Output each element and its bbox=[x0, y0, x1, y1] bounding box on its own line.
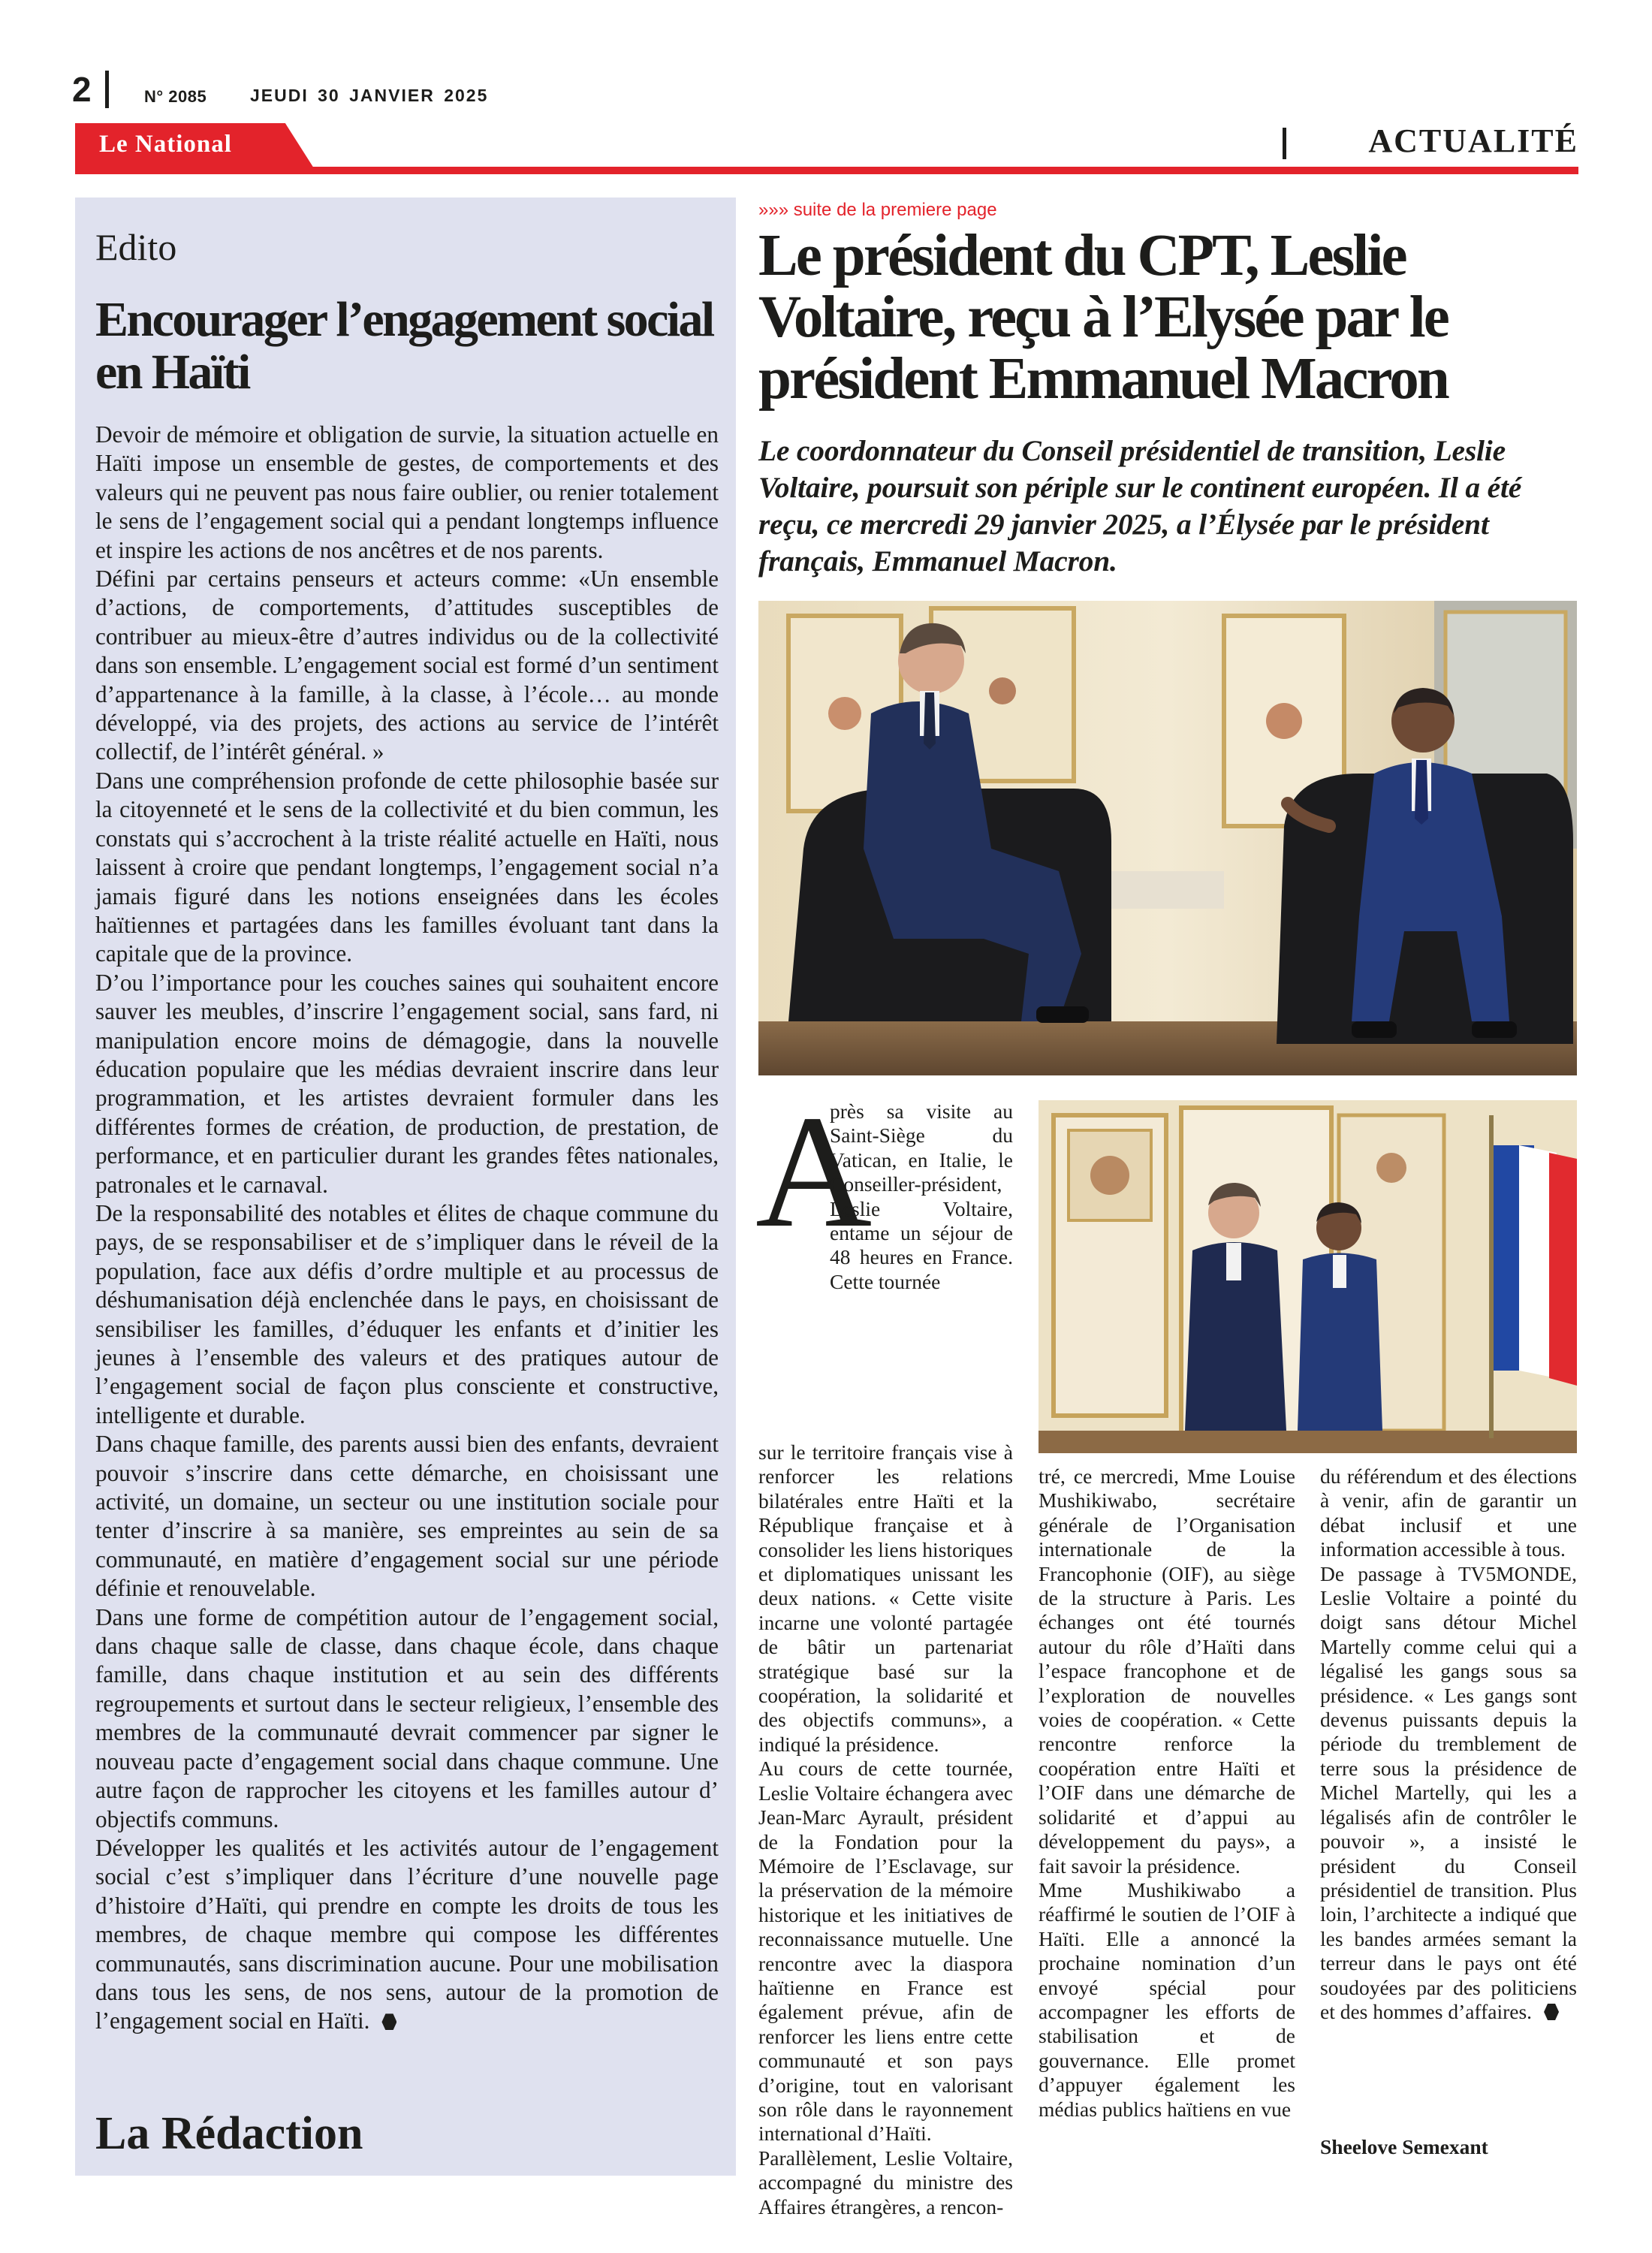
article-paragraph: tré, ce mercredi, Mme Louise Mushikiwabo, secrétaire générale de l’Organisation internationale de la Francophonie (OIF), au siège de la structure à Paris. Les échanges ont été tournés autour du rôle d’Haïti dans l’espace francophone et de l’exploration de nouvelles voies de coopération. « Cette rencontre renforce la coopération entre Haïti et l’OIF dans une démarche de solidarité et d’appui au développement du pays», a fait savoir la présidence. bbox=[1039, 1464, 1295, 1878]
article-byline: Sheelove Semexant bbox=[1320, 2135, 1488, 2158]
issue-number: N° 2085 bbox=[144, 87, 207, 106]
article-paragraph: Au cours de cette tournée, Leslie Voltaire échangera avec Jean-Marc Ayrault, président de la Fondation pour la Mémoire de l’Esclavage, sur la préservation de la mémoire historique et les initiatives de reconnaissance mutuelle. Une rencontre avec la diaspora haïtienne en France est également prévue, afin de renforcer les liens entre cette communauté et son pays d’origine, tout en valorisant son rôle dans le rayonnement international d’Haïti. bbox=[758, 1757, 1013, 2146]
hexagon-end-mark-icon bbox=[381, 2013, 396, 2030]
article-column-3 bbox=[1320, 1464, 1577, 2024]
article-paragraph: Mme Mushikiwabo a réaffirmé le soutien de l’OIF à Haïti. Elle a annoncé la prochaine nomination d’un envoyé spécial pour accompagner les efforts de stabilisation et de gouvernance. Elle promet d’appuyer également les médias publics haïtiens en vue bbox=[1039, 1878, 1295, 2121]
edito-paragraph: Dans une compréhension profonde de cette philosophie basée sur la citoyenneté et le sens de la collectivité et du bien commun, les constats qui s’accrochent à la triste réalité actuelle en Haïti, nous laissent à croire que pendant longtemps, l’engagement social n’a jamais figuré dans les notions enseignées dans les écoles haïtiennes et partagées dans les familles évoluant tant dans la capitale que de la province. bbox=[95, 767, 719, 967]
photo-standing-flags bbox=[1039, 1100, 1577, 1453]
photo-meeting-armchairs bbox=[758, 601, 1577, 1075]
article-paragraph: Parallèlement, Leslie Voltaire, accompagné du ministre des Affaires étrangères, a rencon- bbox=[758, 2146, 1013, 2218]
edito-kicker: Edito bbox=[95, 226, 177, 268]
edito-signature: La Rédaction bbox=[95, 2108, 363, 2159]
edito-body bbox=[95, 421, 719, 2036]
edito-paragraph: Défini par certains penseurs et acteurs comme: «Un ensemble d’actions, de comportements, d’attitudes susceptibles de contribuer au mieux-être d’autres individus ou de la collectivité dans son ensemble. L’engagement social est formé d’un sentiment d’appartenance à la famille, à la classe, à l’école… au monde développé, via des projets, des actions au service de l’intérêt collectif, de l’intérêt général. » bbox=[95, 566, 719, 765]
edito-paragraph: Dans une forme de compétition autour de l’engagement social, dans chaque salle de classe, dans chaque école, dans chaque famille, dans chaque institution et au sein des différents regroupements et surtout dans le secteur religieux, l’ensemble des membres de la communauté devrait commencer par signer le nouveau pacte d’engagement social dans chaque commune. Une autre façon de rapprocher les citoyens et les familles autour d’ objectifs communs. bbox=[95, 1603, 719, 1832]
edito-title: Encourager l’engagement social en Haïti bbox=[95, 292, 713, 400]
edito-paragraph: D’ou l’importance pour les couches saines qui souhaitent encore sauver les meubles, d’inscrire l’engagement social, sans fard, ni manipulation encore moins de démagogie, dans la nouvelle éducation populaire que les médias devraient inscrire dans leur programmation, et les artistes devraient formuler dans les différentes formes de création, de production, de prestation, de performance, et en particulier durant les grandes fêtes nationales, patronales et le carnaval. bbox=[95, 969, 719, 1198]
edito-paragraph: Devoir de mémoire et obligation de survie, la situation actuelle en Haïti impose un ensemble de gestes, de comportements et des valeurs qui ne peuvent pas nous faire oublier, ou renier totalement le sens de l’engagement social qui a pendant longtemps influence et inspire les actions de nos ancêtres et de nos parents. bbox=[95, 421, 719, 563]
edito-paragraph-last bbox=[95, 1834, 719, 2036]
issue-date: JEUDI 30 JANVIER 2025 bbox=[250, 86, 489, 105]
edito-paragraph-text: Développer les qualités et les activités autour de l’engagement social c’est s’impliquer dans l’écriture d’une nouvelle page d’histoire d’Haïti, qui prendre en compte les droits de tous les membres, de chaque membre qui compose les différentes communautés, sans discrimination aucune. Pour une mobilisation dans tous les sens, de nos sens, autour de la promotion de l’engagement social en Haïti. bbox=[95, 1834, 719, 2034]
edito-paragraph: De la responsabilité des notables et élites de chaque commune du pays, de se responsabiliser et de s’impliquer dans le réveil de la population, face aux défis d’ordre multiple et au processus de déshumanisation déjà enclenchée dans le pays, en choisissant de sensibiliser les familles, d’éduquer les enfants et d’initier les jeunes à l’ensemble des valeurs et des pratiques autour de l’engagement social de façon plus consciente et constructive, intelligente et durable. bbox=[95, 1199, 719, 1428]
header-rule bbox=[75, 167, 1578, 174]
article-column-1 bbox=[758, 1440, 1013, 2219]
hexagon-end-mark-icon bbox=[1544, 2004, 1559, 2020]
article-column-1-top: près sa visite au Saint-Siège du Vatican, en Italie, le Conseiller-président, Leslie Voltaire, entame un séjour de 48 heures en France. Cette tournée bbox=[830, 1099, 1013, 1293]
section-divider bbox=[1283, 128, 1286, 159]
article-paragraph-last bbox=[1320, 1562, 1577, 2025]
article-paragraph-text: De passage à TV5MONDE, Leslie Voltaire a pointé du doigt sans détour Michel Martelly comme celui qui a légalisé les gangs sous sa présidence. « Les gangs sont devenus puissants depuis la période du tremblement de terre sous la présidence de Michel Martelly, qui les a légalisés afin de contrôler le pouvoir », a insisté le président du Conseil présidentiel de transition. Plus loin, l’architecte a indiqué que les bandes armées semant la terreur dans le pays ont été soudoyées par des politiciens et des hommes d’affaires. bbox=[1320, 1561, 1577, 2023]
page-number: 2 bbox=[72, 70, 92, 109]
continued-label: »»» suite de la premiere page bbox=[758, 200, 997, 220]
section-label: ACTUALITÉ bbox=[1368, 122, 1578, 159]
article-lead: Le coordonnateur du Conseil présidentiel de transition, Leslie Voltaire, poursuit son périple sur le continent européen. Il a été reçu, ce mercredi 29 janvier 2025, a l’Élysée par le président français, Emmanuel Macron. bbox=[758, 434, 1522, 578]
header-divider bbox=[105, 71, 109, 108]
brand-name: Le National bbox=[99, 131, 232, 158]
edito-paragraph: Dans chaque famille, des parents aussi bien des enfants, devraient pouvoir s’inscrire dans cette démarche, en choisissant une activité, un domaine, un secteur ou une institution sociale pour tenter d’inscrire à sa manière, ses empreintes au sein de sa communauté, en matière d’engagement social sur une période définie et renouvelable. bbox=[95, 1431, 719, 1602]
drop-cap: A bbox=[755, 1081, 873, 1261]
article-paragraph: sur le territoire français vise à renforcer les relations bilatérales entre Haïti et la République française et à consolider les liens historiques et diplomatiques unissant les deux nations. « Cette visite incarne une volonté partagée de bâtir un partenariat stratégique basé sur la coopération, la solidarité et des objectifs communs», a indiqué la présidence. bbox=[758, 1440, 1013, 1756]
article-title: Le président du CPT, Leslie Voltaire, reçu à l’Elysée par le président Emmanuel Macron bbox=[758, 223, 1448, 412]
article-paragraph: du référendum et des élections à venir, afin de garantir un débat inclusif et une information accessible à tous. bbox=[1320, 1464, 1577, 1561]
article-column-2 bbox=[1039, 1464, 1295, 2122]
